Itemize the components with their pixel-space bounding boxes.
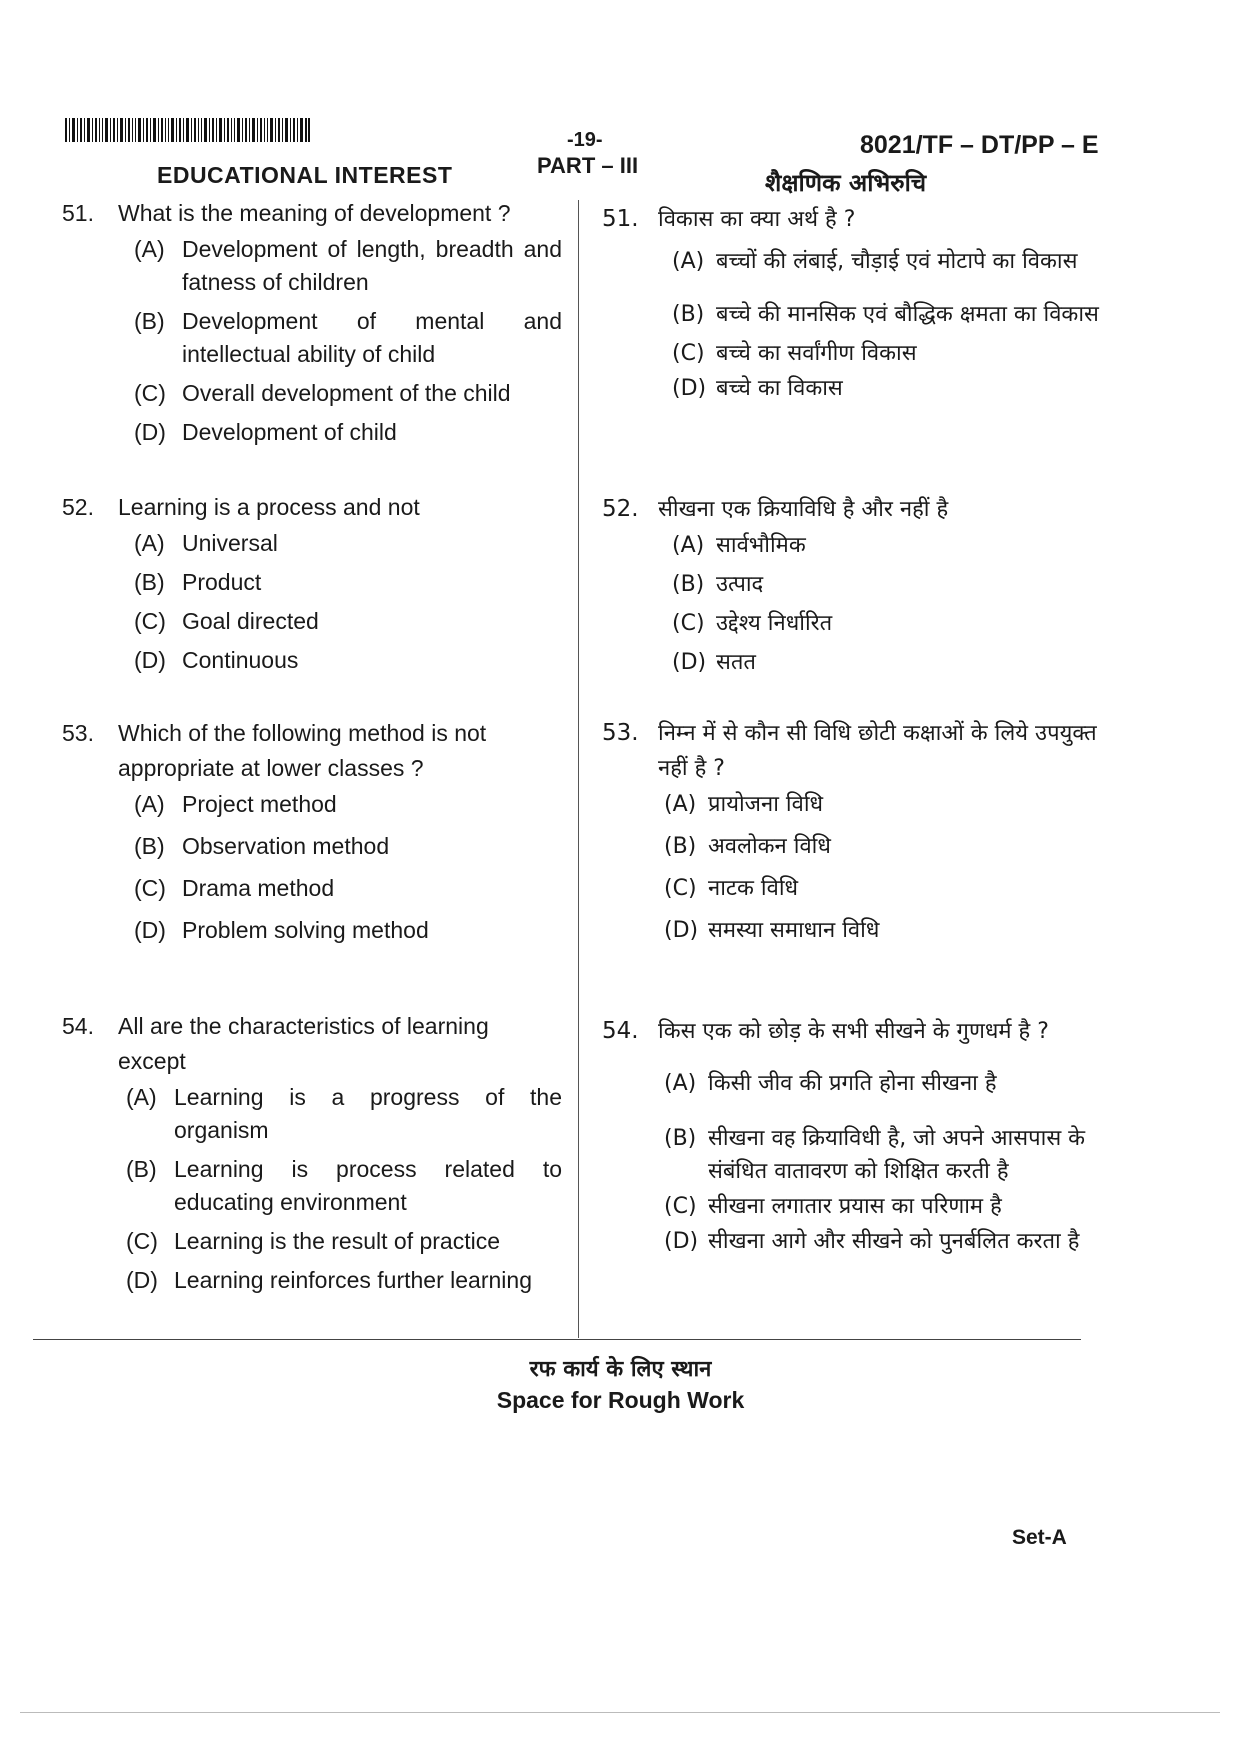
- section-title-hi: शैक्षणिक अभिरुचि: [765, 169, 927, 197]
- question-52-en: [62, 490, 420, 683]
- option-c: (C) उद्देश्य निर्धारित: [672, 611, 833, 636]
- question-number: 53.: [602, 720, 639, 746]
- question-text: Learning is a process and not: [118, 494, 420, 520]
- question-text: निम्न में से कौन सी विधि छोटी कक्षाओं के लिये उपयुक्त नहीं है ?: [658, 721, 1097, 781]
- question-53-hi: [602, 716, 1102, 953]
- question-text: Which of the following method is not appropriate at lower classes ?: [118, 720, 487, 781]
- page-number: -19-: [567, 129, 603, 151]
- option-b: (B) सीखना वह क्रियाविधी है, जो अपने आसपास के संबंधित वातावरण को शिक्षित करती है: [664, 1126, 1086, 1184]
- option-c: (C) Overall development of the child: [134, 380, 511, 406]
- option-b: (B) Product: [134, 569, 262, 595]
- option-a: (A) Project method: [134, 791, 337, 817]
- option-c: (C) सीखना लगातार प्रयास का परिणाम है: [664, 1194, 1002, 1219]
- rough-work-label-en: Space for Rough Work: [496, 1387, 745, 1413]
- option-a: (A) Learning is a progress of the organism: [126, 1084, 562, 1143]
- barcode-image: [65, 118, 310, 142]
- set-label: Set-A: [1012, 1526, 1067, 1549]
- option-c: (C) बच्चे का सर्वांगीण विकास: [672, 341, 917, 366]
- option-a: (A) Universal: [134, 530, 278, 556]
- rough-work-label-hi: रफ कार्य के लिए स्थान: [529, 1357, 712, 1382]
- option-d: (D) Problem solving method: [134, 917, 429, 943]
- option-d: (D) समस्या समाधान विधि: [664, 918, 880, 943]
- option-b: (B) Observation method: [134, 833, 390, 859]
- option-d: (D) सतत: [672, 650, 756, 675]
- part-title: PART – III: [537, 153, 639, 178]
- question-number: 54.: [602, 1018, 639, 1044]
- question-text: विकास का क्या अर्थ है ?: [658, 207, 856, 232]
- option-a: (A) प्रायोजना विधि: [664, 792, 824, 817]
- option-c: (C) Drama method: [134, 875, 335, 901]
- question-51-en: [62, 196, 562, 455]
- option-b: (B) Learning is process related to educating environment: [126, 1156, 562, 1215]
- option-d: (D) Development of child: [134, 419, 397, 445]
- question-51-hi: [602, 202, 1099, 411]
- option-d: (D) बच्चे का विकास: [672, 376, 843, 401]
- option-b: (B) अवलोकन विधि: [664, 834, 831, 859]
- option-c: (C) Learning is the result of practice: [126, 1228, 501, 1254]
- question-text: All are the characteristics of learning except: [118, 1013, 489, 1074]
- option-a: (A) किसी जीव की प्रगति होना सीखना है: [664, 1071, 997, 1096]
- option-d: (D) Learning reinforces further learning: [126, 1267, 532, 1293]
- question-54-en: [62, 1009, 562, 1303]
- question-number: 51.: [602, 206, 639, 232]
- section-title-en: EDUCATIONAL INTEREST: [157, 162, 453, 188]
- option-c: (C) Goal directed: [134, 608, 319, 634]
- option-d: (D) सीखना आगे और सीखने को पुनर्बलित करता है: [664, 1229, 1080, 1254]
- option-b: (B) Development of mental and intellectual ability of child: [134, 308, 562, 367]
- question-53-en: [62, 716, 562, 953]
- content-bottom-rule: [33, 1339, 1081, 1340]
- paper-code: 8021/TF – DT/PP – E: [860, 131, 1099, 159]
- question-number: 53.: [62, 720, 94, 746]
- question-52-hi: [602, 492, 948, 685]
- option-a: (A) Development of length, breadth and fatness of children: [134, 236, 562, 295]
- question-54-hi: [602, 1014, 1102, 1264]
- question-text: What is the meaning of development ?: [118, 200, 511, 226]
- option-b: (B) उत्पाद: [672, 572, 764, 597]
- footer-rule: [20, 1712, 1220, 1713]
- option-a: (A) बच्चों की लंबाई, चौड़ाई एवं मोटापे का विकास: [672, 249, 1078, 274]
- question-number: 51.: [62, 200, 94, 226]
- option-a: (A) सार्वभौमिक: [672, 533, 806, 558]
- question-text: किस एक को छोड़ के सभी सीखने के गुणधर्म है ?: [658, 1019, 1049, 1044]
- question-number: 52.: [602, 496, 639, 522]
- question-text: सीखना एक क्रियाविधि है और नहीं है: [658, 497, 949, 522]
- option-d: (D) Continuous: [134, 647, 299, 673]
- column-divider: [578, 200, 579, 1338]
- option-b: (B) बच्चे की मानसिक एवं बौद्धिक क्षमता का विकास: [672, 302, 1099, 327]
- option-c: (C) नाटक विधि: [664, 876, 799, 901]
- question-number: 52.: [62, 494, 94, 520]
- question-number: 54.: [62, 1013, 94, 1039]
